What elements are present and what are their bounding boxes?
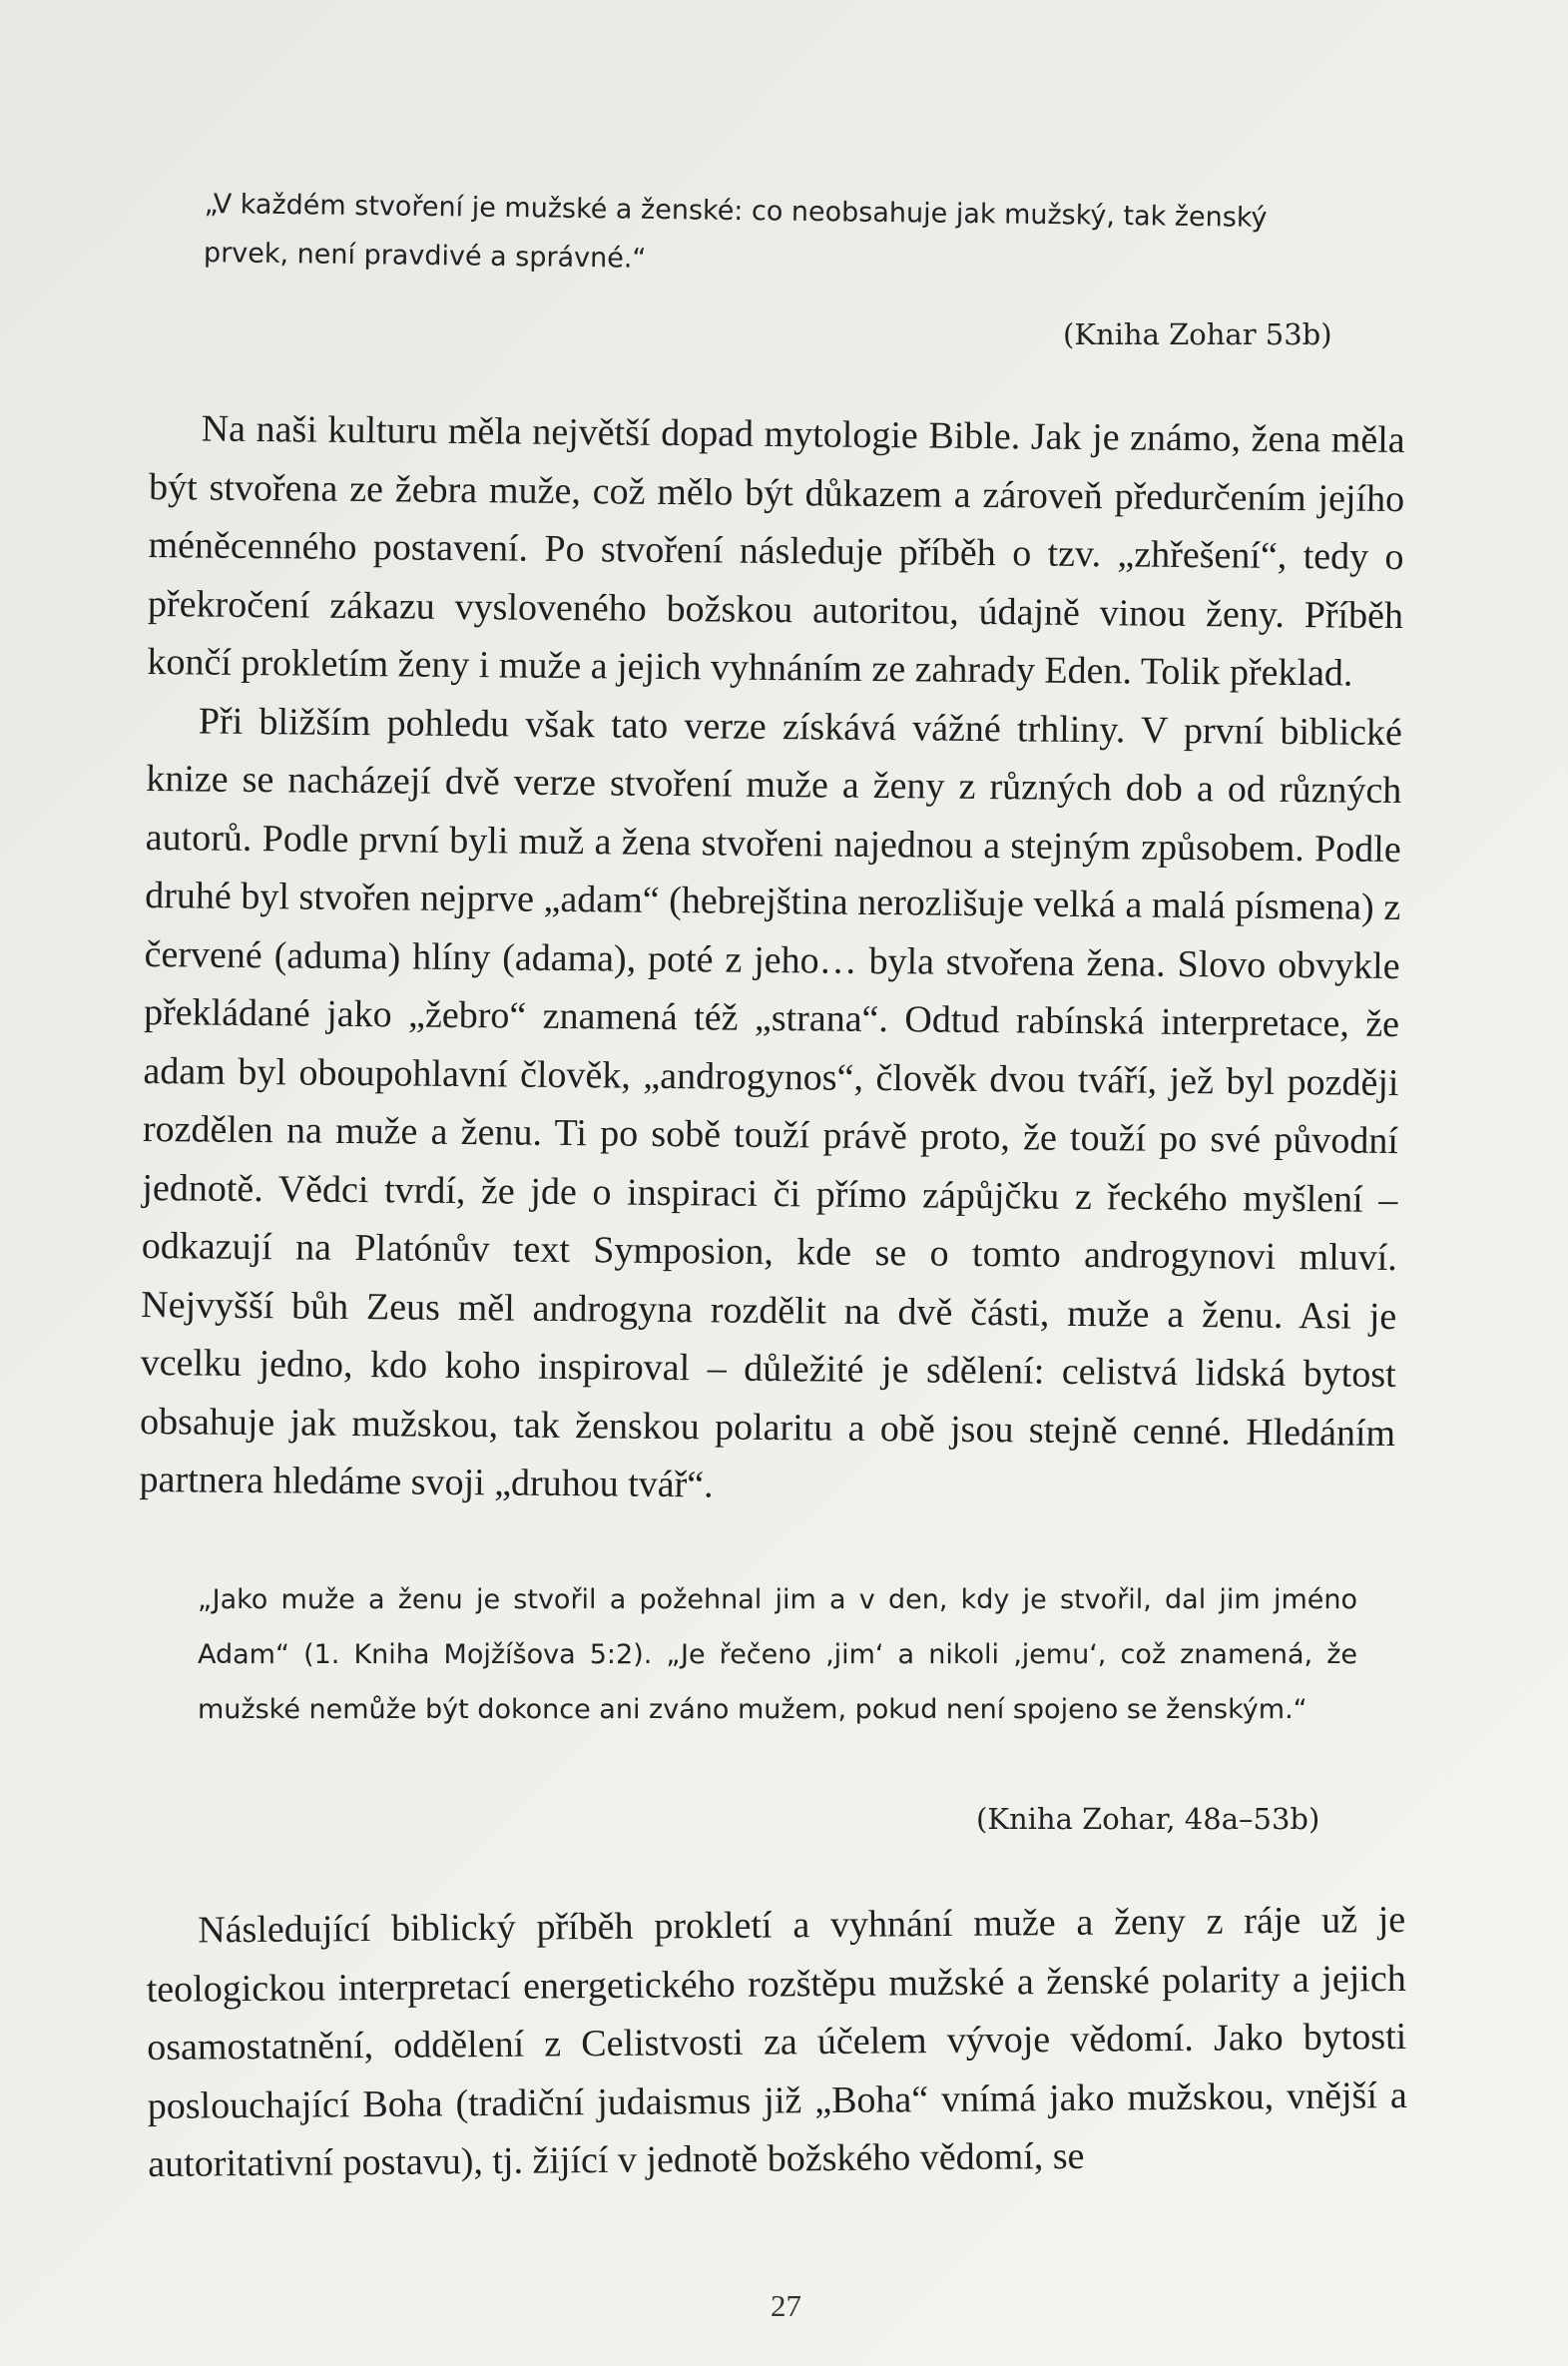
paragraph: Následující biblický příběh prokletí a vyhnání muže a ženy z ráje už je teologickou interpretací energetického rozštěpu mužské a ženské polarity a jejich osamostatnění, oddělení z Celistvosti za účelem vývoje vědomí. Jako bytosti poslouchající Boha (tradiční judaismus již „Boha“ vnímá jako mužskou, vnější a autoritativní postavu), tj. žijící v jednotě božského vědomí, se [146, 1898, 1407, 2185]
epigraph-source: (Kniha Zohar 53b) [1063, 317, 1332, 351]
block-quote: „Jako muže a ženu je stvořil a požehnal jim a v den, kdy je stvořil, dal jim jméno Adam“ (1. Kniha Mojžíšova 5:2). „Je řečeno ‚jim‘ a nikoli ‚jemu‘, což znamená, že mužské nemůže být dokonce ani zváno mužem, pokud není spojeno se ženským.“ [198, 1584, 1357, 1725]
block-quote-source: (Kniha Zohar, 48a–53b) [976, 1802, 1320, 1836]
paragraph: Na naši kulturu měla největší dopad mytologie Bible. Jak je známo, žena měla být stvořena ze žebra muže, což mělo být důkazem a zároveň předurčením jejího méněcenného postavení. Po stvoření následuje příběh o tzv. „zhřešení“, tedy o překročení zákazu vysloveného božskou autoritou, údajně vinou ženy. Příběh končí prokletím ženy i muže a jejich vyhnáním ze zahrady Eden. Tolik překlad. [147, 407, 1405, 695]
page-number: 27 [771, 2288, 801, 2323]
paragraph: Při bližším pohledu však tato verze získává vážné trhliny. V první biblické knize se nacházejí dvě verze stvoření muže a ženy z různých dob a od různých autorů. Podle první byli muž a žena stvořeni najednou a stejným způsobem. Podle druhé byl stvořen nejprve „adam“ (hebrejština nerozlišuje velká a malá písmena) z červené (aduma) hlíny (adama), poté z jeho… byla stvořena žena. Slovo obvykle překládané jako „žebro“ znamená též „strana“. Odtud rabínská interpretace, že adam byl oboupohlavní člověk, „androgynos“, člověk dvou tváří, jež byl později rozdělen na muže a ženu. Ti po sobě touží právě proto, že touží po své původní jednotě. Vědci tvrdí, že jde o inspiraci či přímo zápůjčku z řeckého myšlení – odkazují na Platónův text Symposion, kde se o tomto androgynovi mluví. Nejvyšší bůh Zeus měl androgyna rozdělit na dvě části, muže a ženu. Asi je vcelku jedno, kdo koho inspiroval – důležité je sdělení: celistvá lidská bytost obsahuje jak mužskou, tak ženskou polaritu a obě jsou stejně cenné. Hledáním partnera hledáme svoji „druhou tvář“. [139, 699, 1403, 1506]
epigraph-quote: „V každém stvoření je mužské a ženské: co neobsahuje jak mužský, tak ženský prvek, není pravdivé a správné.“ [203, 188, 1268, 275]
body-text-section-1 [139, 399, 1405, 1521]
body-text-section-2 [146, 1891, 1408, 2194]
